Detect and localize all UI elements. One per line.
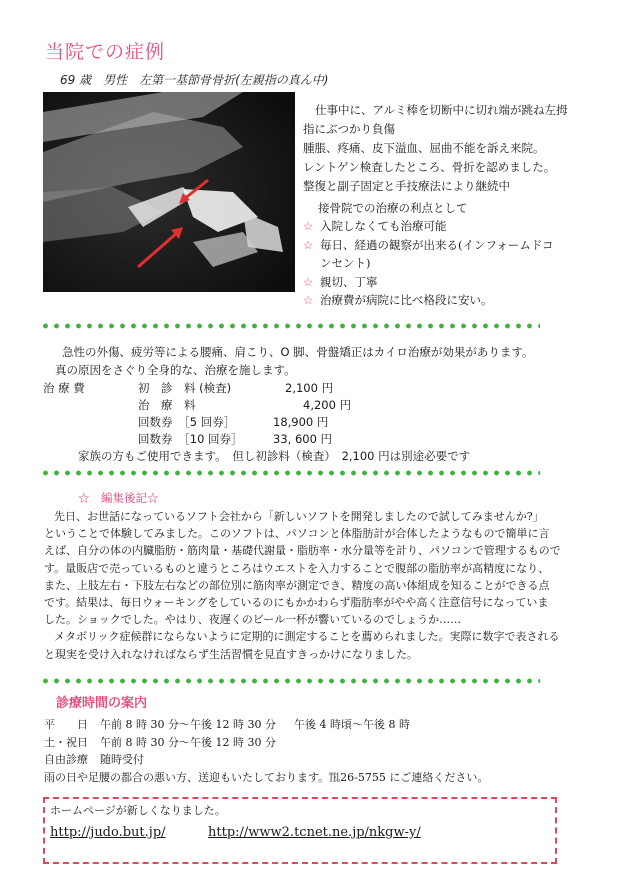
hours-row: 自由診療 随時受付	[44, 753, 144, 766]
fee-item: 治 療 料	[138, 398, 196, 412]
homepage-link-1[interactable]: http://judo.but.jp/	[50, 825, 166, 840]
merit-item: ☆ 親切、丁寧	[303, 273, 553, 292]
fee-item: 回数券 ［5 回券］	[138, 415, 236, 429]
case-text-line: 整復と副子固定と手技療法により継続中	[303, 179, 510, 193]
pickup-note: 雨の日や足腰の都合の悪い方、送迎もいたしております。℡26-5755 にご連絡ください。	[44, 770, 489, 784]
case-text-line: レントゲン検査したところ、骨折を認めました。	[303, 160, 556, 174]
case-description	[303, 101, 568, 196]
homepage-link-2[interactable]: http://www2.tcnet.ne.jp/nkgw-y/	[208, 825, 421, 840]
editor-line: した。ショックでした。やはり、夜遅くのビール一杯が響いているのでしょうか……	[44, 613, 462, 627]
editor-line: メタボリック症候群にならないように定期的に測定することを薦められました。実際に数字で表される	[54, 630, 560, 644]
homepage-notice: ホームページが新しくなりました。	[50, 804, 226, 817]
fee-price: 2,100 円	[285, 381, 334, 395]
star-icon: ☆	[303, 219, 314, 233]
fee-price: 33, 600 円	[273, 432, 333, 446]
hours-title: 診療時間の案内	[56, 696, 148, 711]
merit-item: ☆ 治療費が病院に比べ格段に安い。	[303, 291, 553, 310]
merit-item: ンセント)	[320, 256, 371, 270]
hours-table	[44, 716, 488, 786]
xray-illustration	[43, 92, 295, 292]
fee-item: 回数券 ［10 回券］	[138, 432, 243, 446]
editor-line: す。量販店で売っているものと違うところはウエストを入力することで腹部の脂肪率が高精度になり、	[44, 561, 550, 575]
family-note: 家族の方もご使用できます。 但し初診料（検査） 2,100 円は別途必要です	[78, 449, 471, 463]
merit-item: ☆ 毎日、経過の観察が出来る(インフォームドコ	[303, 236, 553, 255]
star-icon: ☆	[303, 237, 314, 252]
star-icon: ☆	[303, 293, 314, 307]
green-dot-divider	[40, 323, 540, 329]
case-text-line: 指にぶつかり負傷	[303, 122, 395, 136]
editor-line: また、上肢左右・下肢左右などの部位別に筋肉率が測定でき、精度の高い体組成を知ることができる点	[44, 578, 550, 592]
case-text-line: 仕事中に、アルミ棒を切断中に切れ端が跳ね左拇	[315, 103, 568, 117]
fee-price: 4,200 円	[303, 398, 352, 412]
editor-line: と現実を受け入れなければならず生活習慣を見直すきっかけになりました。	[44, 647, 418, 661]
editor-line: えば、自分の体の内臓脂肪・筋肉量・基礎代謝量・脂肪率・水分量等を計り、パソコンで管理するもので	[44, 544, 561, 558]
green-dot-divider	[40, 470, 540, 476]
chiro-line-1: 急性の外傷、疲労等による腰痛、肩こり、O 脚、骨盤矯正はカイロ治療が効果があります。	[62, 345, 534, 359]
fee-label: 治 療 費	[43, 381, 85, 395]
case-caption: 69 歳 男性 左第一基節骨骨折(左親指の真ん中)	[60, 73, 329, 87]
editor-line: ということで体験してみました。このソフトは、パソコンと体脂肪計が合体したようなもので簡単に言	[44, 527, 550, 541]
editor-heading: ☆ 編集後記☆	[78, 491, 159, 505]
case-text-line: 腫脹、疼痛、皮下溢血、屈曲不能を訴え来院。	[303, 141, 545, 155]
green-dot-divider	[40, 678, 540, 684]
fee-price: 18,900 円	[273, 415, 329, 429]
hours-row: 土・祝日 午前 8 時 30 分～午後 12 時 30 分	[44, 735, 276, 749]
merits-list	[303, 217, 553, 310]
hours-row: 平 日 午前 8 時 30 分～午後 12 時 30 分 午後 4 時頃～午後 8 時	[44, 718, 410, 731]
editor-paragraph	[44, 508, 561, 663]
page-title: 当院での症例	[45, 41, 166, 63]
merit-item: ☆ 入院しなくても治療可能	[303, 217, 553, 236]
editor-line: 先日、お世話になっているソフト会社から「新しいソフトを開発しましたので試してみませんか?」	[54, 510, 544, 523]
fee-item: 初 診 料 (検査)	[138, 381, 232, 395]
star-icon: ☆	[303, 274, 314, 289]
chiro-line-2: 真の原因をさぐり全身的な、治療を施します。	[55, 363, 296, 377]
editor-line: です。結果は、毎日ウォーキングをしているのにもかかわらず脂肪率がやや高く注意信号になっていま	[44, 596, 549, 610]
merits-title: 接骨院での治療の利点として	[318, 201, 468, 215]
xray-image	[43, 92, 295, 292]
